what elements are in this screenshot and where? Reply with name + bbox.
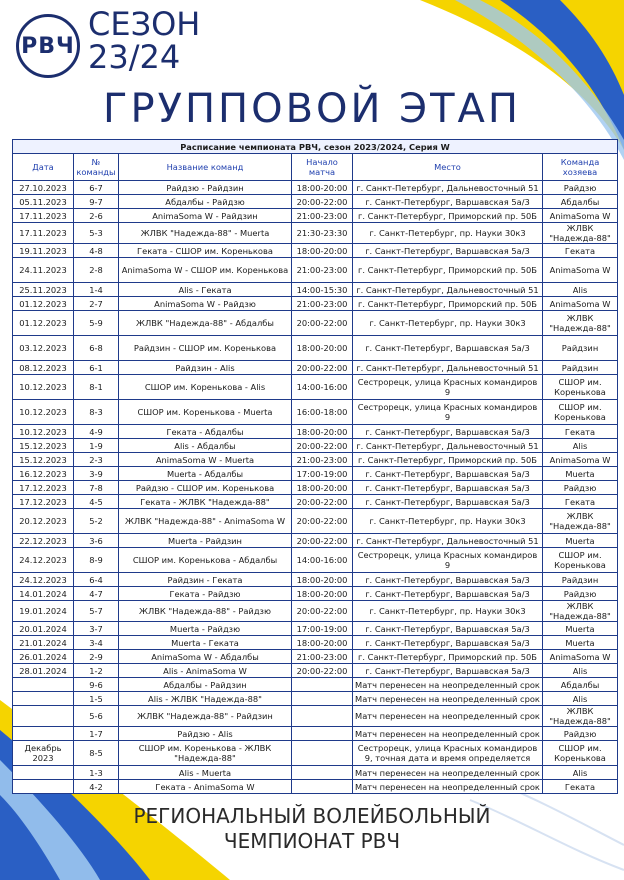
date-cell: 20.12.2023 xyxy=(13,509,74,534)
start-time-cell xyxy=(292,766,353,780)
team-numbers-cell: 4-7 xyxy=(74,587,119,601)
venue-cell: г. Санкт-Петербург, Варшавская 5а/3 xyxy=(353,467,543,481)
season-line-1: СЕЗОН xyxy=(88,5,201,43)
date-cell: 10.12.2023 xyxy=(13,400,74,425)
start-time-cell: 18:00-20:00 xyxy=(292,573,353,587)
team-names-cell: AnimaSoma W - Muerta xyxy=(119,453,292,467)
team-numbers-cell: 2-9 xyxy=(74,650,119,664)
host-team-cell: Райдзин xyxy=(543,573,618,587)
table-header-row xyxy=(13,154,618,181)
table-row xyxy=(13,425,618,439)
table-row xyxy=(13,209,618,223)
date-cell: 16.12.2023 xyxy=(13,467,74,481)
host-team-cell: Alis xyxy=(543,439,618,453)
date-cell: 14.01.2024 xyxy=(13,587,74,601)
team-names-cell: Райдзю - Alis xyxy=(119,727,292,741)
venue-cell: г. Санкт-Петербург, пр. Науки 30к3 xyxy=(353,223,543,244)
team-numbers-cell: 8-1 xyxy=(74,375,119,400)
date-cell: 25.11.2023 xyxy=(13,283,74,297)
team-names-cell: AnimaSoma W - Райдзин xyxy=(119,209,292,223)
header-date: Дата xyxy=(13,154,74,181)
team-numbers-cell: 4-2 xyxy=(74,780,119,794)
team-numbers-cell: 1-7 xyxy=(74,727,119,741)
header-match-start: Начало матча xyxy=(292,154,353,181)
table-row xyxy=(13,181,618,195)
start-time-cell: 18:00-20:00 xyxy=(292,587,353,601)
team-names-cell: ЖЛВК "Надежда-88" - Muerta xyxy=(119,223,292,244)
date-cell: 15.12.2023 xyxy=(13,439,74,453)
venue-cell: г. Санкт-Петербург, Дальневосточный 51 xyxy=(353,181,543,195)
team-names-cell: Геката - ЖЛВК "Надежда-88" xyxy=(119,495,292,509)
date-cell: 01.12.2023 xyxy=(13,311,74,336)
venue-cell: г. Санкт-Петербург, Дальневосточный 51 xyxy=(353,283,543,297)
table-row xyxy=(13,548,618,573)
team-names-cell: AnimaSoma W - СШОР им. Коренькова xyxy=(119,258,292,283)
header-team-numbers: № команды xyxy=(74,154,119,181)
date-cell: 01.12.2023 xyxy=(13,297,74,311)
start-time-cell: 21:00-23:00 xyxy=(292,297,353,311)
host-team-cell: Абдалбы xyxy=(543,195,618,209)
table-row xyxy=(13,195,618,209)
date-cell: 21.01.2024 xyxy=(13,636,74,650)
venue-cell: г. Санкт-Петербург, Приморский пр. 50Б xyxy=(353,453,543,467)
date-cell: 24.11.2023 xyxy=(13,258,74,283)
start-time-cell xyxy=(292,727,353,741)
host-team-cell: ЖЛВК "Надежда-88" xyxy=(543,601,618,622)
table-row xyxy=(13,283,618,297)
table-row xyxy=(13,622,618,636)
start-time-cell: 20:00-22:00 xyxy=(292,361,353,375)
table-row xyxy=(13,223,618,244)
footer-line-1: РЕГИОНАЛЬНЫЙ ВОЛЕЙБОЛЬНЫЙ xyxy=(133,804,491,828)
table-row xyxy=(13,664,618,678)
team-names-cell: ЖЛВК "Надежда-88" - Райдзю xyxy=(119,601,292,622)
table-row xyxy=(13,467,618,481)
venue-cell: г. Санкт-Петербург, Варшавская 5а/3 xyxy=(353,573,543,587)
start-time-cell: 18:00-20:00 xyxy=(292,636,353,650)
team-numbers-cell: 6-1 xyxy=(74,361,119,375)
host-team-cell: AnimaSoma W xyxy=(543,297,618,311)
host-team-cell: AnimaSoma W xyxy=(543,453,618,467)
venue-cell: г. Санкт-Петербург, Варшавская 5а/3 xyxy=(353,664,543,678)
venue-cell: г. Санкт-Петербург, Приморский пр. 50Б xyxy=(353,297,543,311)
start-time-cell: 20:00-22:00 xyxy=(292,195,353,209)
team-names-cell: Райдзин - Геката xyxy=(119,573,292,587)
venue-cell: г. Санкт-Петербург, Приморский пр. 50Б xyxy=(353,258,543,283)
team-numbers-cell: 8-5 xyxy=(74,741,119,766)
schedule-table xyxy=(12,139,618,794)
host-team-cell: Геката xyxy=(543,244,618,258)
start-time-cell: 14:00-16:00 xyxy=(292,375,353,400)
venue-cell: г. Санкт-Петербург, Варшавская 5а/3 xyxy=(353,195,543,209)
team-numbers-cell: 8-3 xyxy=(74,400,119,425)
table-row xyxy=(13,439,618,453)
host-team-cell: ЖЛВК "Надежда-88" xyxy=(543,706,618,727)
start-time-cell: 18:00-20:00 xyxy=(292,336,353,361)
team-names-cell: Геката - AnimaSoma W xyxy=(119,780,292,794)
table-row xyxy=(13,573,618,587)
date-cell xyxy=(13,727,74,741)
team-names-cell: Райдзю - СШОР им. Коренькова xyxy=(119,481,292,495)
team-names-cell: Alis - Muerta xyxy=(119,766,292,780)
venue-cell: Матч перенесен на неопределенный срок xyxy=(353,692,543,706)
venue-cell: г. Санкт-Петербург, Приморский пр. 50Б xyxy=(353,209,543,223)
table-row xyxy=(13,692,618,706)
date-cell: 17.12.2023 xyxy=(13,481,74,495)
start-time-cell: 18:00-20:00 xyxy=(292,181,353,195)
host-team-cell: Muerta xyxy=(543,636,618,650)
team-numbers-cell: 3-4 xyxy=(74,636,119,650)
team-names-cell: СШОР им. Коренькова - ЖЛВК "Надежда-88" xyxy=(119,741,292,766)
team-names-cell: СШОР им. Коренькова - Alis xyxy=(119,375,292,400)
start-time-cell: 21:00-23:00 xyxy=(292,650,353,664)
start-time-cell xyxy=(292,780,353,794)
host-team-cell: Абдалбы xyxy=(543,678,618,692)
host-team-cell: Muerta xyxy=(543,534,618,548)
date-cell: 08.12.2023 xyxy=(13,361,74,375)
table-caption-row xyxy=(13,140,618,154)
start-time-cell: 21:30-23:30 xyxy=(292,223,353,244)
team-names-cell: Райдзю - Райдзин xyxy=(119,181,292,195)
host-team-cell: СШОР им. Коренькова xyxy=(543,548,618,573)
start-time-cell: 20:00-22:00 xyxy=(292,534,353,548)
team-numbers-cell: 2-6 xyxy=(74,209,119,223)
venue-cell: Матч перенесен на неопределенный срок xyxy=(353,780,543,794)
start-time-cell xyxy=(292,678,353,692)
table-row xyxy=(13,741,618,766)
date-cell xyxy=(13,692,74,706)
date-cell: 05.11.2023 xyxy=(13,195,74,209)
team-names-cell: Геката - Райдзю xyxy=(119,587,292,601)
logo-text: РВЧ xyxy=(21,33,75,59)
host-team-cell: Alis xyxy=(543,664,618,678)
venue-cell: г. Санкт-Петербург, Приморский пр. 50Б xyxy=(353,650,543,664)
venue-cell: г. Санкт-Петербург, Варшавская 5а/3 xyxy=(353,244,543,258)
venue-cell: г. Санкт-Петербург, Варшавская 5а/3 xyxy=(353,636,543,650)
page-title: ГРУППОВОЙ ЭТАП xyxy=(103,86,521,132)
team-names-cell: Alis - AnimaSoma W xyxy=(119,664,292,678)
table-row xyxy=(13,375,618,400)
team-names-cell: Muerta - Абдалбы xyxy=(119,467,292,481)
team-names-cell: Muerta - Геката xyxy=(119,636,292,650)
team-numbers-cell: 2-7 xyxy=(74,297,119,311)
table-row xyxy=(13,509,618,534)
team-numbers-cell: 1-9 xyxy=(74,439,119,453)
date-cell: 15.12.2023 xyxy=(13,453,74,467)
table-row xyxy=(13,336,618,361)
team-numbers-cell: 7-8 xyxy=(74,481,119,495)
venue-cell: Сестрорецк, улица Красных командиров 9 xyxy=(353,375,543,400)
venue-cell: г. Санкт-Петербург, Варшавская 5а/3 xyxy=(353,495,543,509)
table-row xyxy=(13,311,618,336)
table-caption: Расписание чемпионата РВЧ, сезон 2023/2024, Серия W xyxy=(13,140,618,154)
date-cell: 10.12.2023 xyxy=(13,375,74,400)
table-row xyxy=(13,766,618,780)
table-row xyxy=(13,453,618,467)
team-names-cell: СШОР им. Коренькова - Muerta xyxy=(119,400,292,425)
venue-cell: Матч перенесен на неопределенный срок xyxy=(353,678,543,692)
host-team-cell: ЖЛВК "Надежда-88" xyxy=(543,311,618,336)
table-row xyxy=(13,244,618,258)
venue-cell: Матч перенесен на неопределенный срок xyxy=(353,766,543,780)
team-numbers-cell: 2-8 xyxy=(74,258,119,283)
team-numbers-cell: 9-7 xyxy=(74,195,119,209)
table-row xyxy=(13,400,618,425)
host-team-cell: СШОР им. Коренькова xyxy=(543,741,618,766)
start-time-cell: 20:00-22:00 xyxy=(292,311,353,336)
date-cell: 17.11.2023 xyxy=(13,223,74,244)
start-time-cell: 20:00-22:00 xyxy=(292,509,353,534)
host-team-cell: ЖЛВК "Надежда-88" xyxy=(543,223,618,244)
team-numbers-cell: 5-2 xyxy=(74,509,119,534)
host-team-cell: Alis xyxy=(543,283,618,297)
venue-cell: г. Санкт-Петербург, пр. Науки 30к3 xyxy=(353,509,543,534)
date-cell xyxy=(13,706,74,727)
host-team-cell: Геката xyxy=(543,425,618,439)
venue-cell: г. Санкт-Петербург, Варшавская 5а/3 xyxy=(353,481,543,495)
venue-cell: Матч перенесен на неопределенный срок xyxy=(353,727,543,741)
team-names-cell: Muerta - Райдзин xyxy=(119,534,292,548)
host-team-cell: AnimaSoma W xyxy=(543,650,618,664)
team-names-cell: Геката - Абдалбы xyxy=(119,425,292,439)
team-numbers-cell: 3-6 xyxy=(74,534,119,548)
team-numbers-cell: 5-7 xyxy=(74,601,119,622)
team-numbers-cell: 1-3 xyxy=(74,766,119,780)
header-host-team: Команда хозяева xyxy=(543,154,618,181)
team-names-cell: Alis - ЖЛВК "Надежда-88" xyxy=(119,692,292,706)
venue-cell: г. Санкт-Петербург, Дальневосточный 51 xyxy=(353,439,543,453)
table-row xyxy=(13,727,618,741)
date-cell xyxy=(13,678,74,692)
date-cell: 10.12.2023 xyxy=(13,425,74,439)
team-names-cell: Alis - Абдалбы xyxy=(119,439,292,453)
season-line-2: 23/24 xyxy=(88,38,181,76)
date-cell: 24.12.2023 xyxy=(13,573,74,587)
footer-title xyxy=(0,804,624,854)
team-names-cell: Абдалбы - Райдзин xyxy=(119,678,292,692)
date-cell xyxy=(13,780,74,794)
team-numbers-cell: 5-6 xyxy=(74,706,119,727)
date-cell: 19.11.2023 xyxy=(13,244,74,258)
venue-cell: г. Санкт-Петербург, пр. Науки 30к3 xyxy=(353,601,543,622)
host-team-cell: Райдзю xyxy=(543,587,618,601)
table-row xyxy=(13,495,618,509)
host-team-cell: Muerta xyxy=(543,622,618,636)
host-team-cell: Muerta xyxy=(543,467,618,481)
start-time-cell: 20:00-22:00 xyxy=(292,495,353,509)
team-numbers-cell: 5-3 xyxy=(74,223,119,244)
table-row xyxy=(13,601,618,622)
date-cell: 22.12.2023 xyxy=(13,534,74,548)
host-team-cell: Райдзин xyxy=(543,361,618,375)
start-time-cell: 18:00-20:00 xyxy=(292,244,353,258)
team-numbers-cell: 1-5 xyxy=(74,692,119,706)
team-numbers-cell: 2-3 xyxy=(74,453,119,467)
host-team-cell: Райдзю xyxy=(543,727,618,741)
start-time-cell: 17:00-19:00 xyxy=(292,622,353,636)
table-row xyxy=(13,678,618,692)
date-cell: 17.12.2023 xyxy=(13,495,74,509)
start-time-cell: 16:00-18:00 xyxy=(292,400,353,425)
table-row xyxy=(13,297,618,311)
team-names-cell: Райдзин - СШОР им. Коренькова xyxy=(119,336,292,361)
team-numbers-cell: 5-9 xyxy=(74,311,119,336)
team-names-cell: СШОР им. Коренькова - Абдалбы xyxy=(119,548,292,573)
host-team-cell: Райдзю xyxy=(543,181,618,195)
team-numbers-cell: 4-9 xyxy=(74,425,119,439)
venue-cell: г. Санкт-Петербург, Варшавская 5а/3 xyxy=(353,425,543,439)
table-row xyxy=(13,780,618,794)
venue-cell: Матч перенесен на неопределенный срок xyxy=(353,706,543,727)
start-time-cell: 20:00-22:00 xyxy=(292,601,353,622)
venue-cell: г. Санкт-Петербург, Варшавская 5а/3 xyxy=(353,622,543,636)
team-names-cell: ЖЛВК "Надежда-88" - AnimaSoma W xyxy=(119,509,292,534)
team-numbers-cell: 1-4 xyxy=(74,283,119,297)
date-cell: 17.11.2023 xyxy=(13,209,74,223)
date-cell: 24.12.2023 xyxy=(13,548,74,573)
header-venue: Место xyxy=(353,154,543,181)
host-team-cell: AnimaSoma W xyxy=(543,209,618,223)
team-numbers-cell: 8-9 xyxy=(74,548,119,573)
date-cell: Декабрь 2023 xyxy=(13,741,74,766)
start-time-cell: 18:00-20:00 xyxy=(292,481,353,495)
team-numbers-cell: 3-9 xyxy=(74,467,119,481)
host-team-cell: AnimaSoma W xyxy=(543,258,618,283)
rvch-logo xyxy=(16,14,80,78)
date-cell: 28.01.2024 xyxy=(13,664,74,678)
start-time-cell xyxy=(292,692,353,706)
venue-cell: г. Санкт-Петербург, Варшавская 5а/3 xyxy=(353,336,543,361)
header-team-names: Название команд xyxy=(119,154,292,181)
start-time-cell: 14:00-15:30 xyxy=(292,283,353,297)
team-numbers-cell: 6-8 xyxy=(74,336,119,361)
date-cell xyxy=(13,766,74,780)
date-cell: 20.01.2024 xyxy=(13,622,74,636)
team-names-cell: ЖЛВК "Надежда-88" - Абдалбы xyxy=(119,311,292,336)
venue-cell: Сестрорецк, улица Красных командиров 9 xyxy=(353,548,543,573)
venue-cell: г. Санкт-Петербург, Варшавская 5а/3 xyxy=(353,587,543,601)
host-team-cell: ЖЛВК "Надежда-88" xyxy=(543,509,618,534)
team-numbers-cell: 4-8 xyxy=(74,244,119,258)
start-time-cell: 21:00-23:00 xyxy=(292,258,353,283)
host-team-cell: Alis xyxy=(543,692,618,706)
start-time-cell xyxy=(292,706,353,727)
date-cell: 26.01.2024 xyxy=(13,650,74,664)
date-cell: 27.10.2023 xyxy=(13,181,74,195)
team-numbers-cell: 9-6 xyxy=(74,678,119,692)
table-row xyxy=(13,587,618,601)
host-team-cell: Alis xyxy=(543,766,618,780)
team-names-cell: ЖЛВК "Надежда-88" - Райдзин xyxy=(119,706,292,727)
start-time-cell xyxy=(292,741,353,766)
team-names-cell: Абдалбы - Райдзю xyxy=(119,195,292,209)
start-time-cell: 20:00-22:00 xyxy=(292,664,353,678)
host-team-cell: Геката xyxy=(543,495,618,509)
start-time-cell: 17:00-19:00 xyxy=(292,467,353,481)
team-numbers-cell: 3-7 xyxy=(74,622,119,636)
date-cell: 03.12.2023 xyxy=(13,336,74,361)
table-row xyxy=(13,481,618,495)
season-label xyxy=(88,5,201,76)
venue-cell: Сестрорецк, улица Красных командиров 9, точная дата и время определяется xyxy=(353,741,543,766)
start-time-cell: 14:00-16:00 xyxy=(292,548,353,573)
table-row xyxy=(13,636,618,650)
team-names-cell: Muerta - Райдзю xyxy=(119,622,292,636)
start-time-cell: 18:00-20:00 xyxy=(292,425,353,439)
team-numbers-cell: 4-5 xyxy=(74,495,119,509)
host-team-cell: Райдзин xyxy=(543,336,618,361)
host-team-cell: СШОР им. Коренькова xyxy=(543,375,618,400)
table-row xyxy=(13,258,618,283)
venue-cell: г. Санкт-Петербург, Дальневосточный 51 xyxy=(353,361,543,375)
team-names-cell: Alis - Геката xyxy=(119,283,292,297)
table-row xyxy=(13,534,618,548)
footer-line-2: ЧЕМПИОНАТ РВЧ xyxy=(223,829,401,853)
host-team-cell: СШОР им. Коренькова xyxy=(543,400,618,425)
team-names-cell: AnimaSoma W - Абдалбы xyxy=(119,650,292,664)
team-numbers-cell: 6-4 xyxy=(74,573,119,587)
team-names-cell: AnimaSoma W - Райдзю xyxy=(119,297,292,311)
table-row xyxy=(13,706,618,727)
start-time-cell: 20:00-22:00 xyxy=(292,439,353,453)
table-row xyxy=(13,361,618,375)
host-team-cell: Геката xyxy=(543,780,618,794)
team-numbers-cell: 1-2 xyxy=(74,664,119,678)
date-cell: 19.01.2024 xyxy=(13,601,74,622)
team-names-cell: Геката - СШОР им. Коренькова xyxy=(119,244,292,258)
start-time-cell: 21:00-23:00 xyxy=(292,453,353,467)
host-team-cell: Райдзю xyxy=(543,481,618,495)
team-numbers-cell: 6-7 xyxy=(74,181,119,195)
team-names-cell: Райдзин - Alis xyxy=(119,361,292,375)
venue-cell: г. Санкт-Петербург, Дальневосточный 51 xyxy=(353,534,543,548)
venue-cell: г. Санкт-Петербург, пр. Науки 30к3 xyxy=(353,311,543,336)
venue-cell: Сестрорецк, улица Красных командиров 9 xyxy=(353,400,543,425)
start-time-cell: 21:00-23:00 xyxy=(292,209,353,223)
table-row xyxy=(13,650,618,664)
